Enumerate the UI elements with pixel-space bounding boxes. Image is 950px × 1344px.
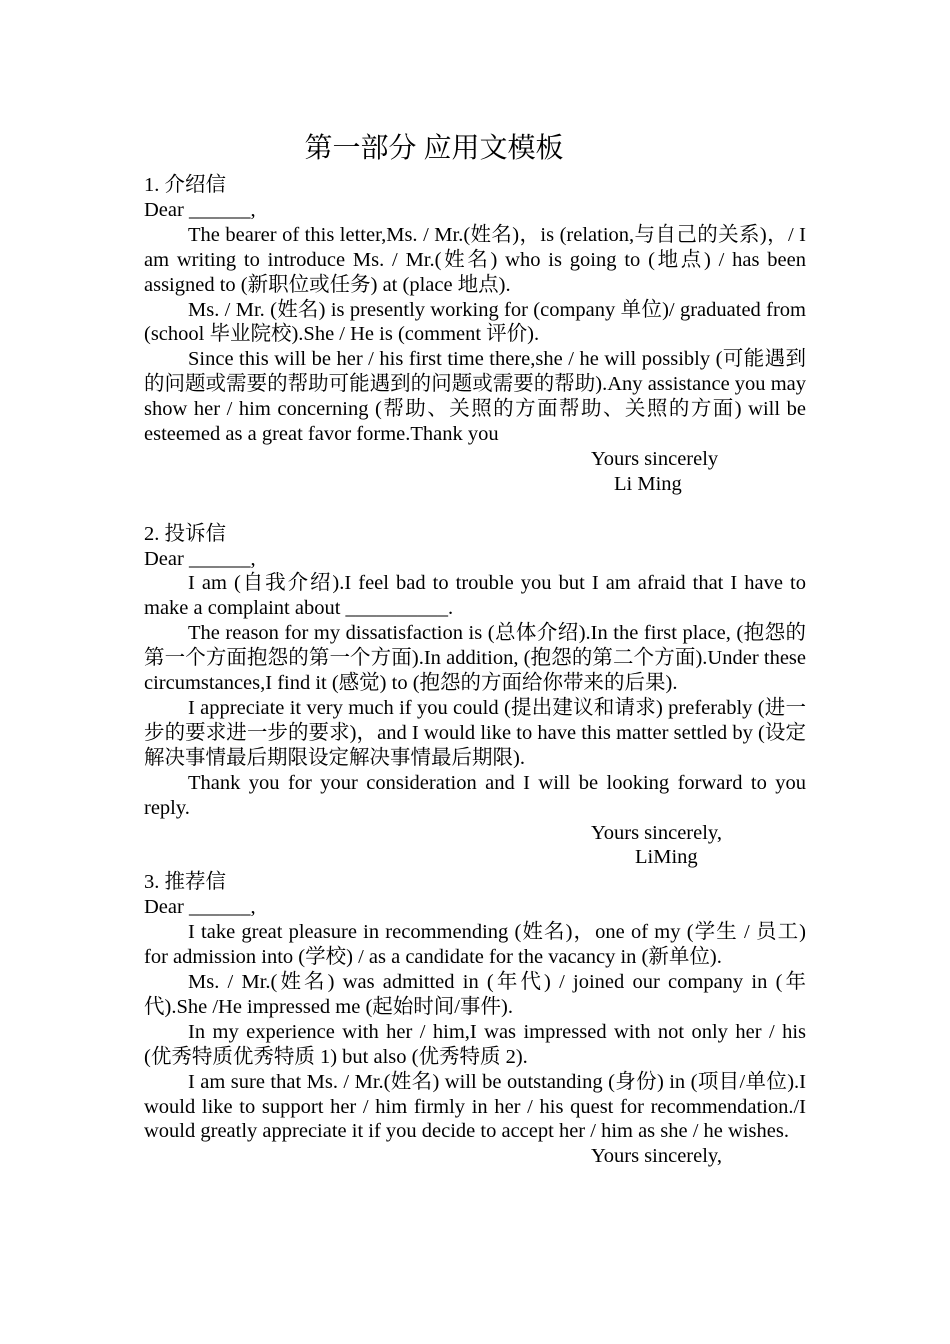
letter-signature: LiMing <box>635 846 698 869</box>
letter-paragraph: I appreciate it very much if you could (提出建议和请求) preferably (进一步的要求进一步的要求)，and I would like to have this matter settled by (设定解决事情最后期限设定解决事情最后期限). <box>144 697 806 769</box>
letter-salutation: Dear ______, <box>144 198 256 221</box>
letter-salutation: Dear ______, <box>144 896 256 919</box>
section-spacer <box>144 497 806 522</box>
letter-paragraph: I am (自我介绍).I feel bad to trouble you but I am afraid that I have to make a complaint about __________. <box>144 572 806 620</box>
letter-paragraph: I take great pleasure in recommending (姓名)，one of my (学生 / 员工) for admission into (学校) / as a candidate for the vacancy in (新单位). <box>144 921 806 969</box>
page-title: 第一部分 应用文模板 <box>304 133 564 164</box>
letter-recommendation <box>144 870 806 1169</box>
letter-paragraph: I am sure that Ms. / Mr.(姓名) will be outstanding (身份) in (项目/单位).I would like to support her / him firmly in her / his quest for recommendation./I would greatly appreciate it if you decide to accept her / him as she / he wishes. <box>144 1070 806 1143</box>
letter-closing: Yours sincerely, <box>591 821 722 844</box>
letter-closing: Yours sincerely <box>591 447 719 470</box>
letter-paragraph: Since this will be her / his first time there,she / he will possibly (可能遇到的问题或需要的帮助可能遇到的问题或需要的帮助).Any assistance you may show her / him concerning (帮助、关照的方面帮助、关照的方面) will be esteemed as a great favor forme.Thank you <box>144 348 806 446</box>
letter-paragraph: The bearer of this letter,Ms. / Mr.(姓名)，is (relation,与自己的关系)，/ I am writing to introduce Ms. / Mr.(姓名) who is going to (地点) / has been assigned to (新职位或任务) at (place 地点). <box>144 223 806 296</box>
letter-paragraph: In my experience with her / him,I was impressed with not only her / his (优秀特质优秀特质 1) but also (优秀特质 2). <box>144 1020 806 1068</box>
letter-closing: Yours sincerely, <box>591 1145 722 1168</box>
letter-heading: 3. 推荐信 <box>144 871 226 894</box>
letter-paragraph: Ms. / Mr. (姓名) is presently working for (company 单位)/ graduated from (school 毕业院校).She / He is (comment 评价). <box>144 298 806 346</box>
letter-paragraph: The reason for my dissatisfaction is (总体介绍).In the first place, (抱怨的第一个方面抱怨的第一个方面).In addition, (抱怨的第二个方面).Under these circumstances,I find it (感觉) to (抱怨的方面给你带来的后果). <box>144 622 806 695</box>
letter-heading: 2. 投诉信 <box>144 522 226 545</box>
letter-heading: 1. 介绍信 <box>144 174 226 196</box>
letter-salutation: Dear ______, <box>144 547 256 570</box>
letter-complaint <box>144 522 806 871</box>
letter-paragraph: Ms. / Mr.(姓名) was admitted in (年代) / joined our company in (年代).She /He impressed me (起始时间/事件). <box>144 970 806 1018</box>
document-body <box>144 173 806 1169</box>
letter-signature: Li Ming <box>614 472 682 495</box>
letter-introduction <box>144 173 806 497</box>
letter-paragraph: Thank you for your consideration and I will be looking forward to you reply. <box>144 771 806 819</box>
